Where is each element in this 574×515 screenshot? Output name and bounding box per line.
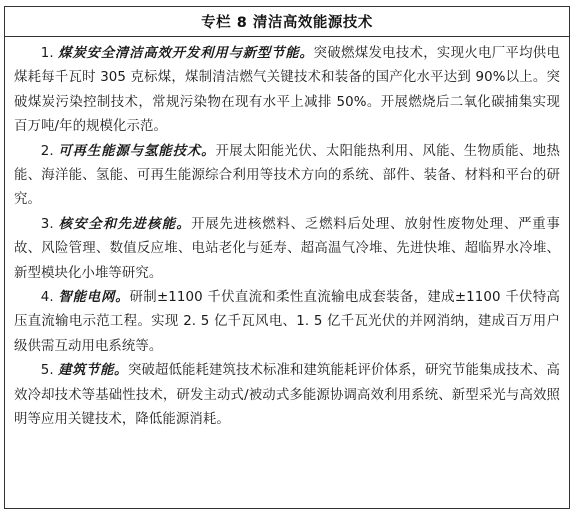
box-title-row — [5, 7, 569, 37]
item-number: 1. — [40, 46, 54, 61]
item-body: 突破燃煤发电技术，实现火电厂平均供电煤耗每千瓦时 305 克标煤，煤制清洁燃气关键技术和装备的国产化水平达到 90%以上。突破煤炭污染控制技术，常规污染物在现有水平上减排 50%。开展燃烧后二氧化碳捕集实现百万吨/年的规模化示范。 — [14, 46, 560, 135]
item-heading: 可再生能源与氢能技术。 — [58, 143, 216, 159]
item-heading: 核安全和先进核能。 — [58, 216, 192, 232]
item-heading: 建筑节能。 — [57, 363, 128, 379]
item-number: 2. — [40, 143, 54, 159]
paragraph-nuclear — [14, 213, 560, 286]
paragraph-building — [14, 359, 560, 432]
item-body: 研制±1100 千伏直流和柔性直流输电成套装备，建成±1100 千伏特高压直流输电示范工程。实现 2. 5 亿千瓦风电、1. 5 亿千瓦光伏的并网消纳，建成百万用户级供需互动用电系统等。 — [14, 290, 560, 354]
paragraph-smart-grid — [14, 286, 560, 359]
paragraph-coal — [14, 42, 560, 140]
sidebar-box — [4, 6, 570, 509]
item-number: 3. — [40, 216, 54, 232]
item-body: 开展太阳能光伏、太阳能热利用、风能、生物质能、地热能、海洋能、氢能、可再生能源综合利用等技术方向的系统、部件、装备、材料和平台的研究。 — [14, 143, 561, 208]
item-body: 突破超低能耗建筑技术标准和建筑能耗评价体系，研究节能集成技术、高效冷却技术等基础性技术，研发主动式/被动式多能源协调高效利用系统、新型采光与高效照明等应用关键技术，降低能源消耗。 — [14, 363, 561, 428]
box-title: 专栏 8 清洁高效能源技术 — [201, 15, 373, 31]
item-number: 4. — [40, 290, 54, 306]
item-body: 开展先进核燃料、乏燃料后处理、放射性废物处理、严重事故、风险管理、数值反应堆、电站老化与延寿、超高温气冷堆、先进快堆、超临界水冷堆、新型模块化小堆等研究。 — [14, 216, 561, 281]
paragraph-renewable — [14, 140, 560, 213]
item-number: 5. — [40, 363, 54, 379]
item-heading: 智能电网。 — [58, 290, 130, 306]
box-content — [5, 37, 569, 433]
item-heading: 煤炭安全清洁高效开发利用与新型节能。 — [58, 46, 314, 61]
